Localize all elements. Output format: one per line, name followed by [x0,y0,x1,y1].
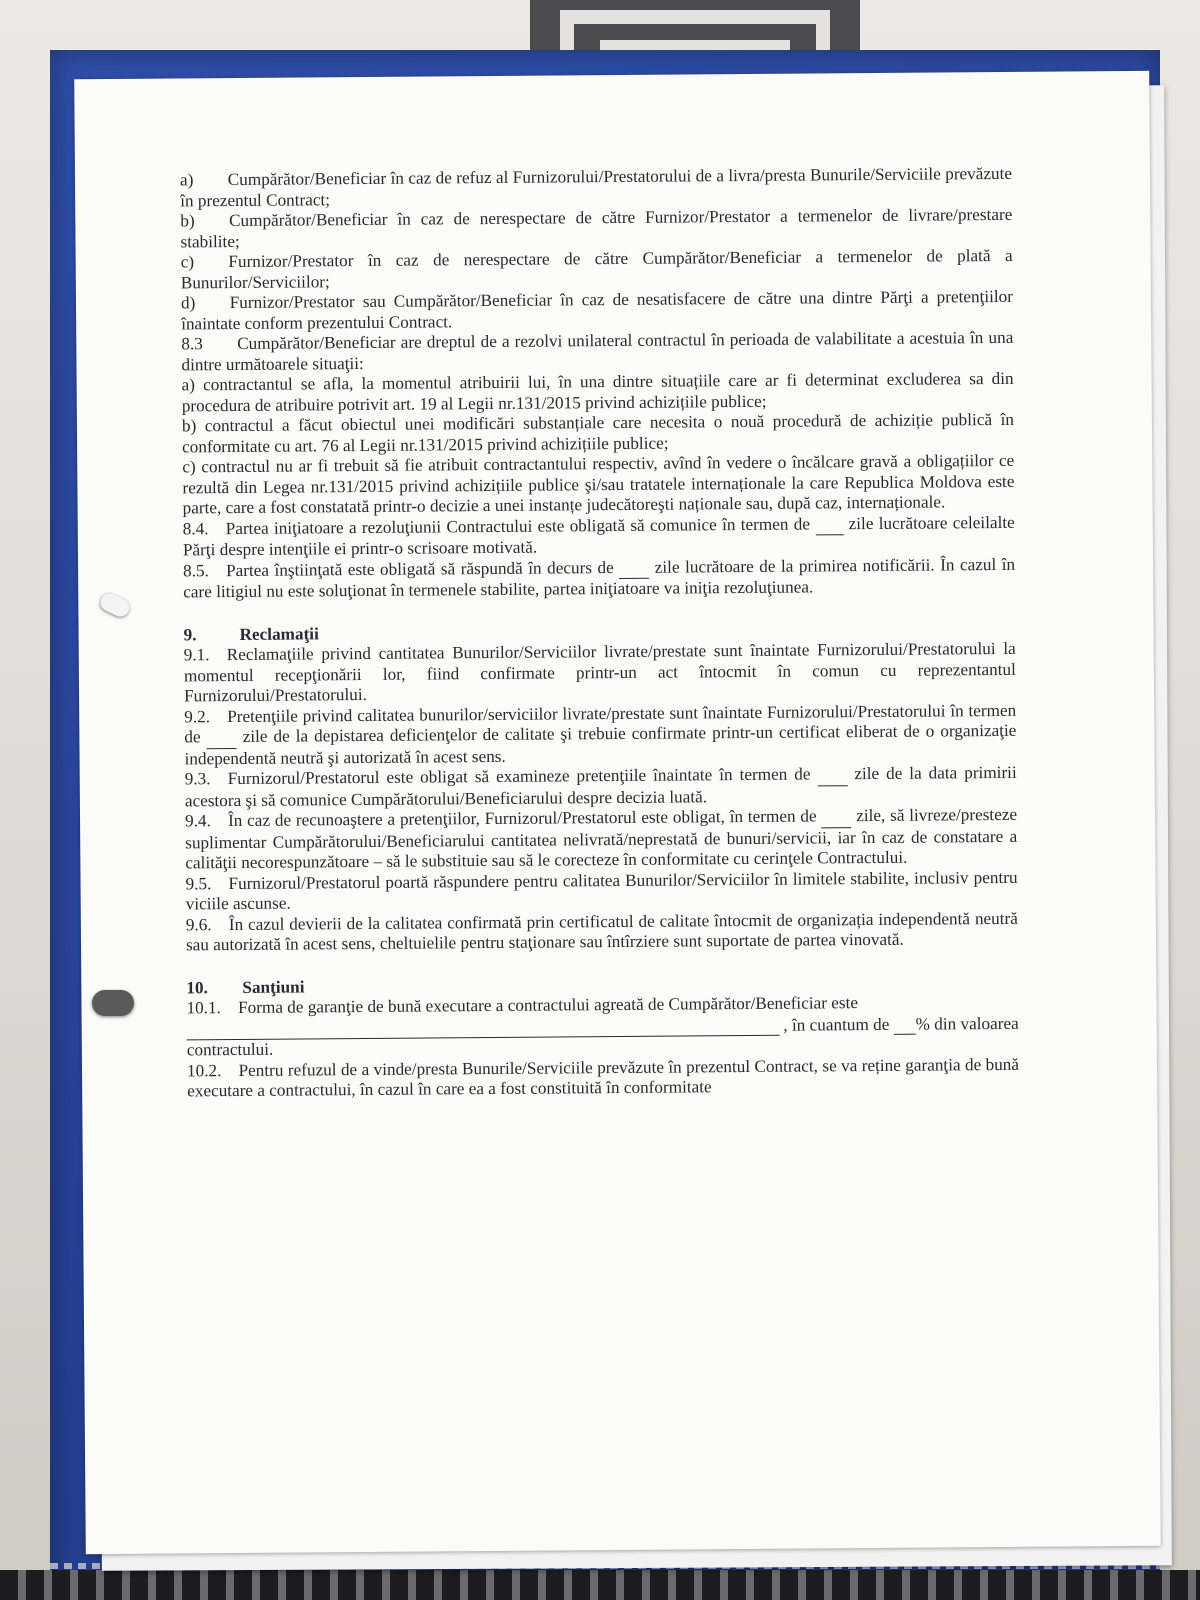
clause-a-refuse: a) Cumpărător/Beneficiar în caz de refuz al Furnizorului/Prestatorului de a livra/presta Bunurile/Serviciile prevăzute în prezentul Contract; [179,163,1013,210]
clause-8-4-text-cont: zile lucrătoare celeilalte Părţi despre intenţiile ei printr-o scrisoare motivată. [182,512,1015,560]
binder-ring [92,990,134,1016]
percent-blank [894,1013,916,1035]
section-10-number: 10. [186,977,208,997]
clause-8-5-text-cont: zile lucrătoare de la primirea notificării. În cazul în care litigiul nu este soluţionat în termenele stabilite, partea iniţiatoare va iniţia rezoluţiunea. [183,554,1016,602]
clause-9-4-text-cont: zile, să livreze/presteze suplimentar Cumpărătorului/Beneficiarului cantitatea nelivrată/neprestată de bunuri/servicii, iar în caz de constatare a calităţii necorespunzătoare – să le substituie sau să le corecteze în conformitate cu cerinţele Contractului. [185,804,1018,873]
clause-9-2-text: 9.2. Pretenţiile privind calitatea bunurilor/serviciilor livrate/prestate sunt înaintate Furnizorului/Prestatorului în termen de [184,700,1017,747]
clause-9-4-text: 9.4. În caz de recunoaştere a pretenţiilor, Furnizorul/Prestatorul este obligat, în termen de [184,806,817,831]
blank-field [619,557,649,579]
clause-8-3-b: b) contractul a făcut obiectul unei modificări substanțiale care necesita o nouă procedură de achiziție publică în conformitate cu art. 76 al Legii nr.131/2015 privind achizițiile publice; [181,409,1014,456]
clause-8-4-text: 8.4. Partea iniţiatoare a rezoluţiunii Contractului este obligată să comunice în termen de [182,513,811,538]
clause-8-3-c: c) contractul nu ar fi trebuit să fie atribuit contractantului respectiv, avînd în vedere o încălcare gravă a obligațiilor ce rezultă din Legea nr.131/2015 privind achizițiile publice şi/sau tratatele internaționale la care Republica Moldova este parte, care a fost constatată printr-o decizie a unei instanțe judecătoreşti naționale sau, după caz, internaționale. [182,450,1015,518]
clause-d-claims: d) Furnizor/Prestator sau Cumpărător/Beneficiar în caz de nesatisfacere de către una dintre Părţi a pretenţiilor înaintate conform prezentului Contract. [180,286,1014,333]
clause-9-3-text: 9.3. Furnizorul/Prestatorul este obligat să examineze pretenţiile înaintate în termen de [184,764,811,789]
document-page [74,71,1161,1554]
clause-9-4 [185,805,1017,874]
clause-9-6: 9.6. În cazul devierii de la calitatea confirmată prin certificatul de calitate întocmit de organizația independentă neutră sau autorizată în acest sens, cheltuielile pentru staţionare sau întîrziere sunt suportate de partea vinovată. [185,908,1018,955]
clause-10-1-percent-text: % din valoarea [915,1013,1019,1034]
clause-b-delivery: b) Cumpărător/Beneficiar în caz de nerespectare de către Furnizor/Prestator a termenelor de livrare/prestare stabilite; [180,204,1013,251]
blank-field [821,806,851,828]
patterned-floor [0,1570,1200,1600]
clause-10-1-amount-text: , în cuantum de [783,1014,890,1035]
clause-8-4 [183,512,1015,561]
blank-field [817,764,847,786]
clause-10-2: 10.2. Pentru refuzul de a vinde/presta Bunurile/Serviciile prevăzute în prezentul Contract, se va reține garanţia de bună executare a contractului, în cazul în care ea a fost constituită în conformitate [186,1054,1020,1101]
section-9-number: 9. [183,624,197,644]
section-10-title: Sanţiuni [242,976,305,997]
clause-9-1: 9.1. Reclamaţiile privind cantitatea Bunurilor/Serviciilor livrate/prestate sunt înaintate Furnizorului/Prestatorului la momentul recepţionării lor, fiind confirmate printr-un act întocmit în comun cu reprezentantul Furnizorului/Prestatorului. [183,638,1016,706]
blank-field [207,727,237,749]
clause-9-2-text-cont: zile de la depistarea deficienţelor de calitate şi trebuie confirmate printr-un certificat eliberat de o organizaţie independentă neutră şi autorizată în acest sens. [184,720,1017,768]
clause-8-3-a: a) contractantul se afla, la momentul atribuirii lui, în una dintre situațiile care ar fi determinat excluderea sa din procedura de atribuire potrivit art. 19 al Legii nr.131/2015 privind achizițiile publice; [181,368,1014,415]
clause-10-1-end: contractului. [186,1039,274,1060]
clause-10-1: 10.1. Forma de garanţie de bună executare a contractului agreată de Cumpărător/Beneficiar este [186,993,859,1018]
clause-9-3 [185,763,1017,812]
clause-8-5-text: 8.5. Partea înştiinţată este obligată să răspundă în decurs de [183,557,614,580]
clause-8-3: 8.3 Cumpărător/Beneficiar are dreptul de a rezolvi unilateral contractul în perioada de valabilitate a acestuia în una dintre următoarele situaţii: [181,327,1014,374]
blank-field [815,514,843,536]
clause-9-3-text-cont: zile de la data primirii acestora şi să comunice Cumpărătorului/Beneficiarului despre decizia luată. [184,762,1017,810]
contract-text [180,164,1019,1102]
clause-9-5: 9.5. Furnizorul/Prestatorul poartă răspundere pentru calitatea Bunurilor/Serviciilor în limitele stabilite, inclusiv pentru viciile ascunse. [185,867,1018,914]
clause-8-5 [183,554,1015,603]
section-9-title: Reclamaţii [239,623,319,644]
clause-9-2 [184,700,1016,769]
clause-c-payment: c) Furnizor/Prestator în caz de nerespectare de către Cumpărător/Beneficiar a termenelor de plată a Bunurilor/Serviciilor; [180,245,1013,292]
